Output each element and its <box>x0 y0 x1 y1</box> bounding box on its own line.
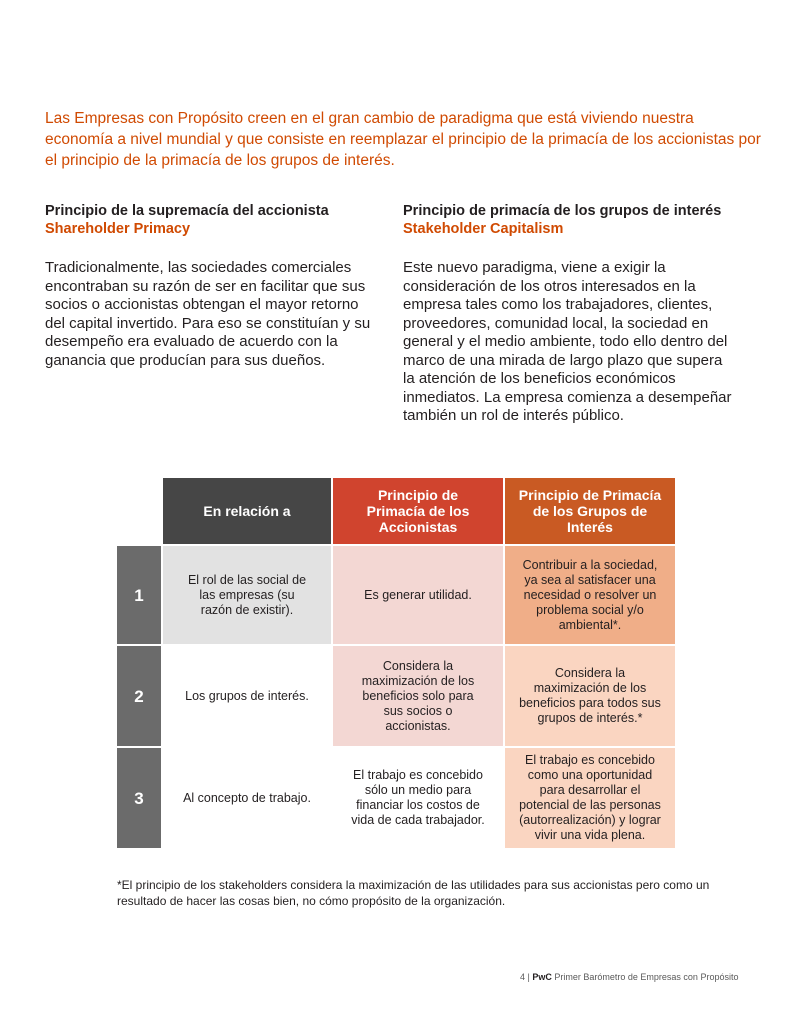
footnote: *El principio de los stakeholders considera la maximización de las utilidades para sus accionistas pero como un resultado de hacer las cosas bien, no cómo propósito de la organización. <box>117 878 710 908</box>
shareholder-heading: Principio de la supremacía del accionista <box>45 203 329 219</box>
row-stakeholder: Contribuir a la sociedad, ya sea al satisfacer una necesidad o resolver un problema social y/o ambiental*. <box>505 546 675 644</box>
intro-paragraph: Las Empresas con Propósito creen en el gran cambio de paradigma que está viviendo nuestra economía a nivel mundial y que consiste en reemplazar el principio de la primacía de los accionistas por el principio de la primacía de los grupos de interés. <box>45 110 761 169</box>
stakeholder-body: Este nuevo paradigma, viene a exigir la consideración de los otros interesados en la empresa tales como los trabajadores, clientes, proveedores, comunidad local, la sociedad en general y el medio ambiente, todo ello dentro del marco de una mirada de largo plazo que supera la atención de los beneficios económicos inmediatos. La empresa comienza a desempeñar también un rol de interés público. <box>403 259 732 424</box>
header-shareholder: Principio de Primacía de los Accionistas <box>333 478 503 544</box>
row-shareholder: Considera la maximización de los beneficios solo para sus socios o accionistas. <box>333 646 503 746</box>
shareholder-primacy-section <box>45 202 380 370</box>
row-stakeholder: Considera la maximización de los beneficios para todos sus grupos de interés.* <box>505 646 675 746</box>
page-footer: 4 | PwC Primer Barómetro de Empresas con Propósito <box>520 972 739 982</box>
brand-name: PwC <box>532 972 552 982</box>
header-relation: En relación a <box>163 478 331 544</box>
header-stakeholder: Principio de Primacía de los Grupos de Interés <box>505 478 675 544</box>
row-relation: Los grupos de interés. <box>163 646 331 746</box>
row-shareholder: El trabajo es concebido sólo un medio para financiar los costos de vida de cada trabajador. <box>333 748 503 848</box>
row-relation: El rol de las social de las empresas (su razón de existir). <box>163 546 331 644</box>
row-number: 1 <box>117 546 161 644</box>
row-shareholder: Es generar utilidad. <box>333 546 503 644</box>
comparison-table <box>117 478 675 848</box>
row-number: 2 <box>117 646 161 746</box>
publication-title: Primer Barómetro de Empresas con Propósito <box>554 972 739 982</box>
row-number: 3 <box>117 748 161 848</box>
stakeholder-heading: Principio de primacía de los grupos de interés <box>403 203 722 219</box>
stakeholder-subheading: Stakeholder Capitalism <box>403 221 564 237</box>
shareholder-body: Tradicionalmente, las sociedades comerciales encontraban su razón de ser en facilitar que sus socios o accionistas obtengan el mayor retorno del capital invertido. Para eso se constituían y su desempeño era evaluado de acuerdo con la ganancia que producían para sus dueños. <box>45 259 371 369</box>
stakeholder-capitalism-section <box>403 202 738 426</box>
page-number: 4 <box>520 972 526 982</box>
row-relation: Al concepto de trabajo. <box>163 748 331 848</box>
row-stakeholder: El trabajo es concebido como una oportunidad para desarrollar el potencial de las personas (autorrealización) y lograr vivir una vida plena. <box>505 748 675 848</box>
shareholder-subheading: Shareholder Primacy <box>45 221 191 237</box>
